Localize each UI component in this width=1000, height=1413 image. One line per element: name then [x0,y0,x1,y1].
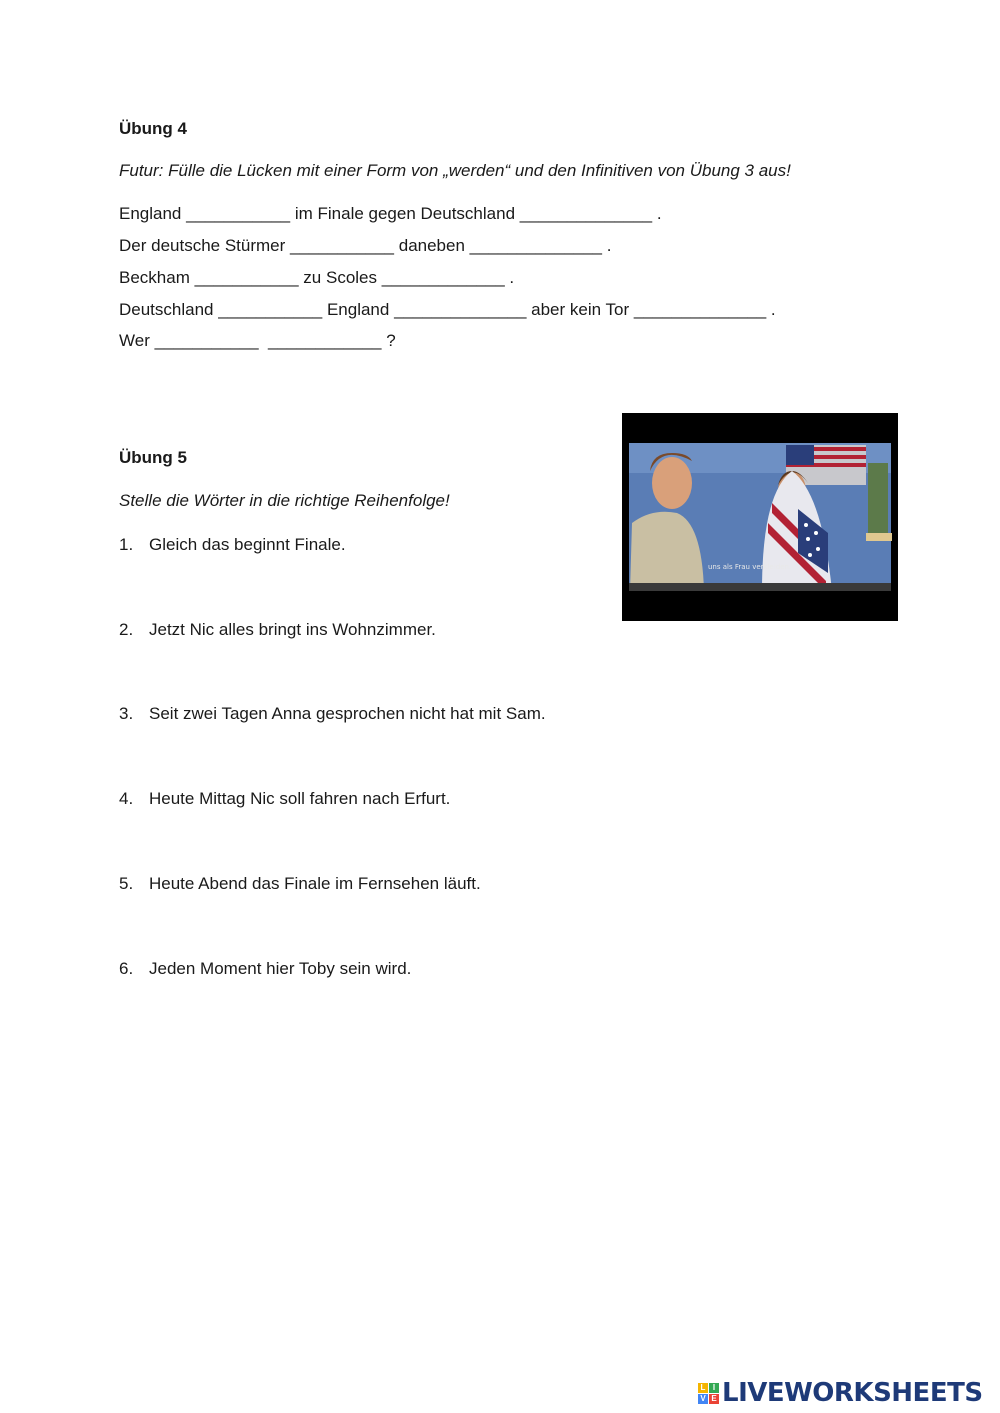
list-item [119,620,436,640]
video-subtitle: uns als Frau verkleiden. [708,563,792,571]
item-text: Heute Abend das Finale im Fernsehen läuft. [149,874,481,893]
liveworksheets-logo[interactable] [698,1378,983,1408]
item-text: Jeden Moment hier Toby sein wird. [149,959,412,978]
uebung4-title: Übung 4 [119,119,187,138]
logo-mark-letter: I [709,1383,719,1393]
item-text: Heute Mittag Nic soll fahren nach Erfurt. [149,789,451,808]
uebung5-title: Übung 5 [119,448,187,467]
uebung4-instruction: Futur: Fülle die Lücken mit einer Form von „werden“ und den Infinitiven von Übung 3 aus! [119,161,791,180]
list-item [119,704,546,724]
uebung4-line-4: Deutschland ___________ England ______________ aber kein Tor ______________ . [119,300,776,319]
item-number: 3. [119,704,134,723]
uebung4-line-2: Der deutsche Stürmer ___________ daneben ______________ . [119,236,612,255]
video-still[interactable] [622,413,898,621]
item-text: Gleich das beginnt Finale. [149,535,346,554]
list-item [119,959,411,979]
uebung4-line-3: Beckham ___________ zu Scoles _____________ . [119,268,515,287]
item-number: 5. [119,874,134,893]
item-text: Jetzt Nic alles bringt ins Wohnzimmer. [149,620,436,639]
logo-mark-letter: E [709,1394,719,1404]
logo-text: LIVEWORKSHEETS [722,1378,983,1408]
item-number: 2. [119,620,134,639]
logo-mark-letter: V [698,1394,708,1404]
uebung5-instruction: Stelle die Wörter in die richtige Reihenfolge! [119,491,450,510]
video-frame-image [622,413,898,621]
logo-mark-letter: L [698,1383,708,1393]
list-item [119,789,450,809]
list-item [119,535,346,555]
item-number: 1. [119,535,134,554]
item-number: 6. [119,959,134,978]
item-text: Seit zwei Tagen Anna gesprochen nicht hat mit Sam. [149,704,546,723]
uebung4-line-5: Wer ___________ ____________ ? [119,331,396,350]
logo-mark-icon [698,1383,719,1404]
list-item [119,874,481,894]
item-number: 4. [119,789,134,808]
uebung4-line-1: England ___________ im Finale gegen Deutschland ______________ . [119,204,662,223]
